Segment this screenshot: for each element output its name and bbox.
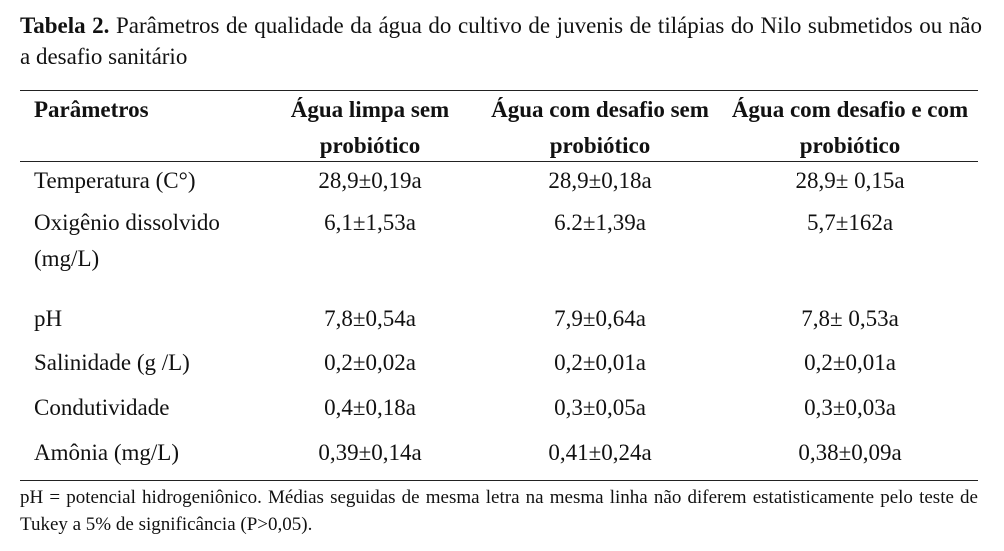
header-parametros: Parâmetros [34, 97, 149, 122]
row-label: Amônia (mg/L) [34, 440, 179, 465]
table-cell: 0,2±0,02a [324, 350, 416, 375]
table-cell: 7,8±0,54a [324, 306, 416, 331]
header-agua-limpa: Água limpa sem probiótico [290, 97, 450, 158]
table-cell: 0,41±0,24a [548, 440, 652, 465]
row-label: Condutividade [34, 395, 170, 420]
table-cell: 28,9± 0,15a [795, 168, 905, 193]
table-bottom-rule [20, 480, 978, 481]
table-cell: 0,2±0,01a [804, 350, 896, 375]
row-label: Oxigênio dissolvido (mg/L) [34, 210, 220, 271]
table-caption-text: Parâmetros de qualidade da água do cultivo de juvenis de tilápias do Nilo submetidos ou não a desafio sanitário [20, 13, 982, 69]
table-cell: 28,9±0,19a [318, 168, 422, 193]
table-caption-label: Tabela 2. [20, 13, 110, 38]
table-cell: 0,38±0,09a [798, 440, 902, 465]
table-cell: 7,9±0,64a [554, 306, 646, 331]
header-agua-desafio-com: Água com desafio e com probiótico [731, 97, 969, 158]
table-cell: 0,3±0,03a [804, 395, 896, 420]
table-header-rule [20, 161, 978, 162]
table-caption [20, 10, 982, 72]
header-agua-desafio-sem: Água com desafio sem probiótico [491, 97, 709, 158]
table-top-rule [20, 90, 978, 91]
row-label: pH [34, 306, 63, 331]
table-cell: 6.2±1,39a [554, 210, 646, 235]
table-cell: 0,3±0,05a [554, 395, 646, 420]
row-label: Salinidade (g /L) [34, 350, 190, 375]
table-cell: 0,2±0,01a [554, 350, 646, 375]
table-cell: 0,4±0,18a [324, 395, 416, 420]
table-cell: 5,7±162a [806, 210, 894, 235]
table-cell: 6,1±1,53a [324, 210, 416, 235]
row-label: Temperatura (C°) [34, 168, 196, 193]
table-cell: 0,39±0,14a [318, 440, 422, 465]
table-cell: 7,8± 0,53a [801, 306, 899, 331]
table-footnote: pH = potencial hidrogeniônico. Médias seguidas de mesma letra na mesma linha não diferem estatisticamente pelo teste de Tukey a 5% de significância (P>0,05). [20, 487, 978, 535]
table-cell: 28,9±0,18a [548, 168, 652, 193]
